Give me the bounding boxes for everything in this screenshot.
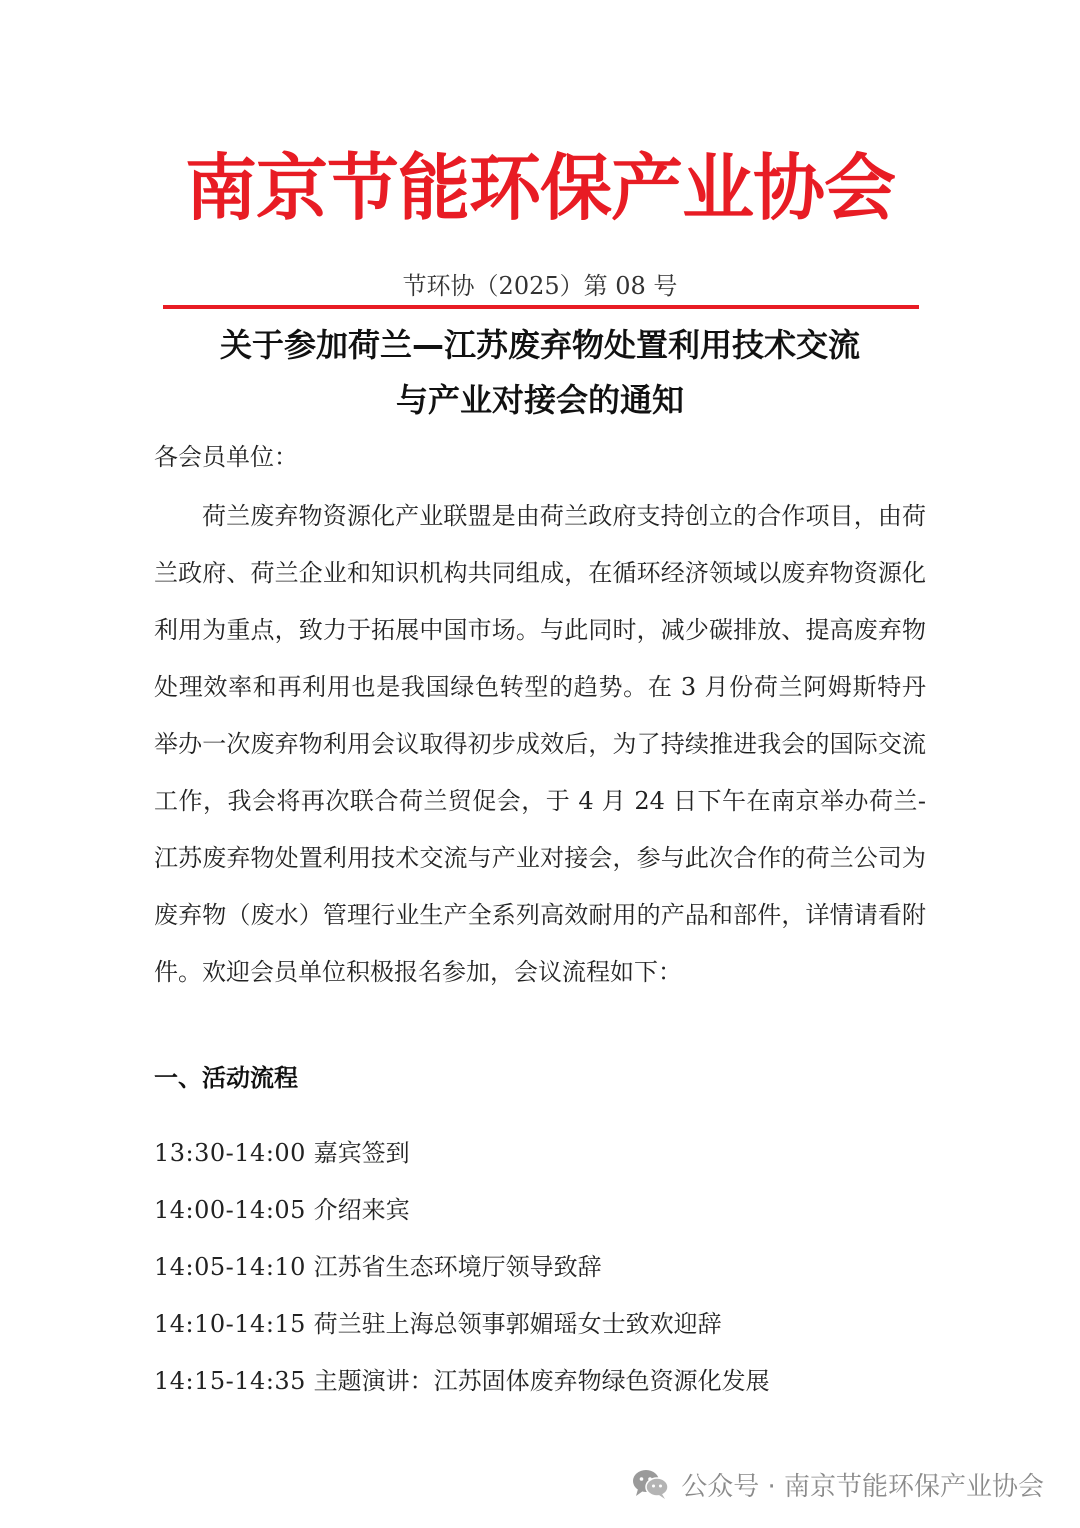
schedule-row (154, 1304, 934, 1361)
watermark-text: 公众号 · 南京节能环保产业协会 (681, 1471, 1044, 1502)
salutation: 各会员单位： (154, 443, 298, 471)
schedule-item: 主题演讲：江苏固体废弃物绿色资源化发展 (313, 1367, 770, 1395)
schedule-time: 14:15-14:35 (154, 1367, 306, 1395)
schedule-item: 荷兰驻上海总领事郭媚瑶女士致欢迎辞 (313, 1310, 722, 1338)
schedule-row (154, 1361, 934, 1418)
notice-title-line-2: 与产业对接会的通知 (395, 381, 684, 419)
schedule-row (154, 1247, 934, 1304)
schedule-time: 14:10-14:15 (154, 1310, 306, 1338)
notice-title-line-1: 关于参加荷兰—江苏废弃物处置利用技术交流 (219, 326, 860, 364)
body-paragraph: 荷兰废弃物资源化产业联盟是由荷兰政府支持创立的合作项目，由荷兰政府、荷兰企业和知识机构共同组成，在循环经济领域以废弃物资源化利用为重点，致力于拓展中国市场。与此同时，减少碳排放、提高废弃物处理效率和再利用也是我国绿色转型的趋势。在 3 月份荷兰阿姆斯特丹举办一次废弃物利用会议取得初步成效后，为了持续推进我会的国际交流工作，我会将再次联合荷兰贸促会，于 4 月 24 日下午在南京举办荷兰-江苏废弃物处置利用技术交流与产业对接会，参与此次合作的荷兰公司为废弃物（废水）管理行业生产全系列高效耐用的产品和部件，详情请看附件。欢迎会员单位积极报名参加，会议流程如下： (154, 502, 926, 986)
schedule-list (154, 1133, 934, 1418)
schedule-row (154, 1190, 934, 1247)
wechat-icon (631, 1467, 671, 1501)
red-divider (163, 305, 919, 309)
schedule-time: 14:05-14:10 (154, 1253, 306, 1281)
organization-masthead: 南京节能环保产业协会 (184, 146, 895, 230)
schedule-item: 江苏省生态环境厅领导致辞 (313, 1253, 602, 1281)
wechat-watermark (631, 1462, 1044, 1506)
schedule-row (154, 1133, 934, 1190)
schedule-item: 介绍来宾 (313, 1196, 410, 1224)
schedule-time: 14:00-14:05 (154, 1196, 306, 1224)
document-number: 节环协（2025）第 08 号 (402, 272, 678, 300)
schedule-item: 嘉宾签到 (313, 1139, 410, 1167)
schedule-time: 13:30-14:00 (154, 1139, 306, 1167)
section-heading-activity-schedule: 一、活动流程 (154, 1064, 298, 1092)
